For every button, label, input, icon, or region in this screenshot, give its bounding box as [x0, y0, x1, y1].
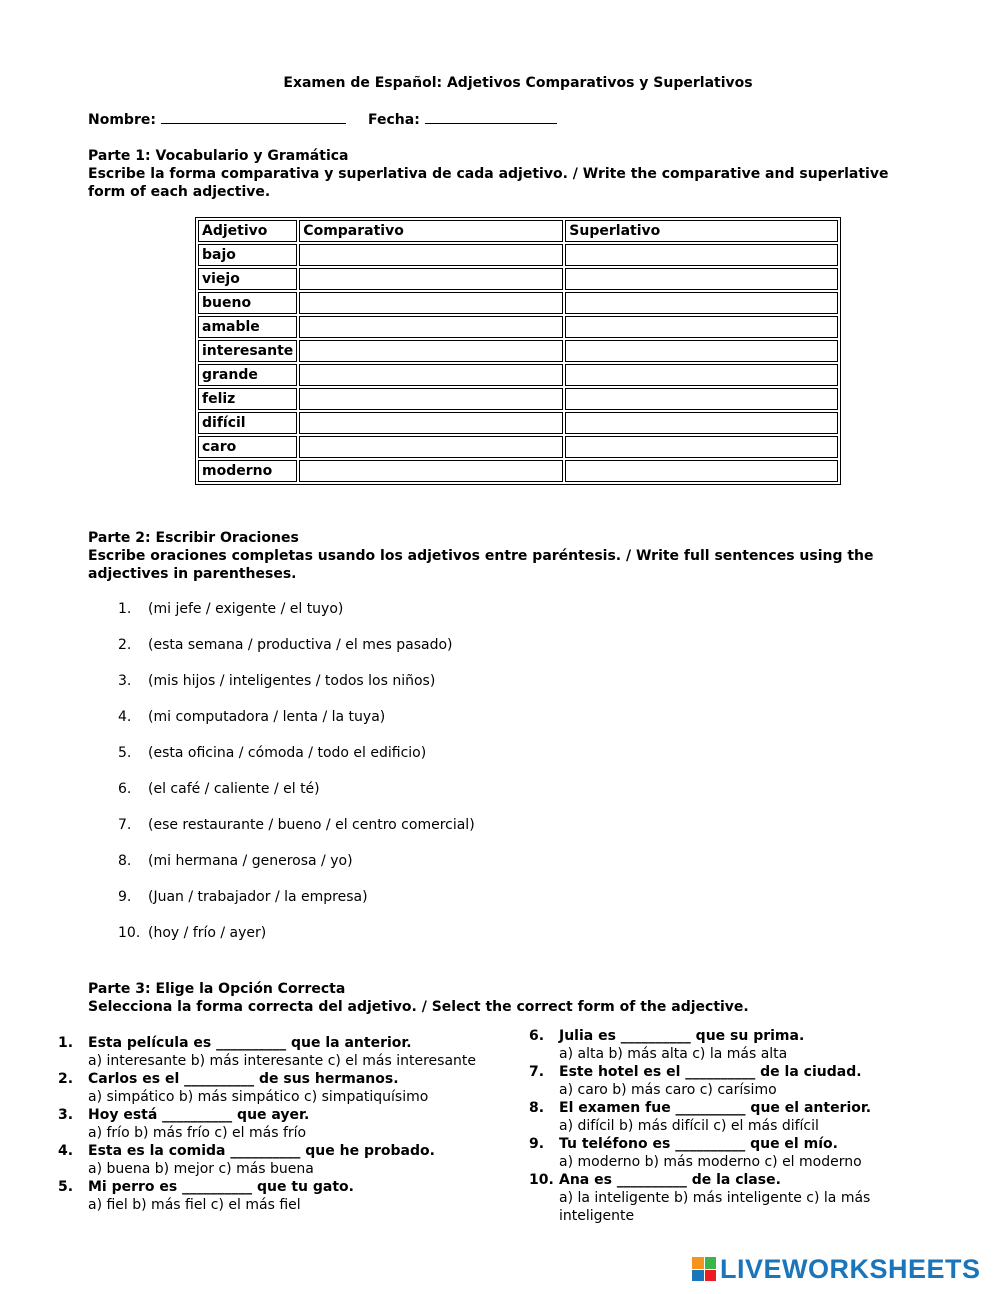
list-item[interactable]: 9. (Juan / trabajador / la empresa) — [118, 889, 368, 905]
adjective-table — [195, 217, 841, 485]
col-header-adjetivo: Adjetivo — [198, 220, 297, 242]
part3-instructions: Selecciona la forma correcta del adjetivo. / Select the correct form of the adjective. — [88, 999, 749, 1015]
part2-instructions: Escribe oraciones completas usando los adjetivos entre paréntesis. / Write full sentences using the adjectives in parentheses. — [88, 548, 874, 582]
list-item[interactable]: 2. (esta semana / productiva / el mes pasado) — [118, 637, 453, 653]
page-title: Examen de Español: Adjetivos Comparativos y Superlativos — [283, 75, 753, 91]
options[interactable]: a) buena b) mejor c) más buena — [88, 1161, 314, 1177]
table-row — [198, 460, 838, 482]
table-row — [198, 316, 838, 338]
superlativo-input[interactable] — [565, 292, 838, 314]
liveworksheets-logo[interactable] — [692, 1254, 981, 1284]
nombre-row — [88, 111, 346, 128]
liveworksheets-logo-icon — [692, 1257, 716, 1281]
table-row — [198, 364, 838, 386]
table-header-row — [198, 220, 838, 242]
list-item[interactable]: 10. (hoy / frío / ayer) — [118, 925, 267, 941]
fecha-input-line[interactable] — [425, 111, 557, 124]
list-item[interactable]: 5. (esta oficina / cómoda / todo el edificio) — [118, 745, 427, 761]
options[interactable]: a) frío b) más frío c) el más frío — [88, 1125, 307, 1141]
col-header-superlativo: Superlativo — [565, 220, 838, 242]
superlativo-input[interactable] — [565, 268, 838, 290]
adjective-cell: moderno — [198, 460, 297, 482]
superlativo-input[interactable] — [565, 244, 838, 266]
superlativo-input[interactable] — [565, 460, 838, 482]
list-item[interactable]: 6. (el café / caliente / el té) — [118, 781, 320, 797]
table-row — [198, 268, 838, 290]
part1-heading: Parte 1: Vocabulario y Gramática — [88, 148, 349, 164]
table-row — [198, 292, 838, 314]
table-row — [198, 412, 838, 434]
nombre-input-line[interactable] — [161, 111, 346, 124]
superlativo-input[interactable] — [565, 436, 838, 458]
options[interactable]: a) la inteligente b) más inteligente c) la más — [559, 1190, 871, 1206]
comparativo-input[interactable] — [299, 364, 563, 386]
options[interactable]: a) difícil b) más difícil c) el más difícil — [559, 1118, 819, 1134]
superlativo-input[interactable] — [565, 364, 838, 386]
adjective-cell: grande — [198, 364, 297, 386]
comparativo-input[interactable] — [299, 268, 563, 290]
comparativo-input[interactable] — [299, 340, 563, 362]
comparativo-input[interactable] — [299, 388, 563, 410]
options[interactable]: a) moderno b) más moderno c) el moderno — [559, 1154, 862, 1170]
superlativo-input[interactable] — [565, 340, 838, 362]
table-row — [198, 244, 838, 266]
list-item[interactable]: 3. (mis hijos / inteligentes / todos los niños) — [118, 673, 436, 689]
comparativo-input[interactable] — [299, 460, 563, 482]
adjective-cell: feliz — [198, 388, 297, 410]
adjective-cell: viejo — [198, 268, 297, 290]
options[interactable]: a) simpático b) más simpático c) simpatiquísimo — [88, 1089, 429, 1105]
adjective-cell: interesante — [198, 340, 297, 362]
part2-heading: Parte 2: Escribir Oraciones — [88, 530, 299, 546]
adjective-cell: caro — [198, 436, 297, 458]
options[interactable]: a) interesante b) más interesante c) el más interesante — [88, 1053, 477, 1069]
comparativo-input[interactable] — [299, 244, 563, 266]
adjective-cell: bueno — [198, 292, 297, 314]
table-row — [198, 436, 838, 458]
superlativo-input[interactable] — [565, 388, 838, 410]
comparativo-input[interactable] — [299, 292, 563, 314]
table-row — [198, 388, 838, 410]
list-item[interactable]: 1. (mi jefe / exigente / el tuyo) — [118, 601, 344, 617]
fecha-label: Fecha: — [368, 112, 420, 128]
col-header-comparativo: Comparativo — [299, 220, 563, 242]
adjective-cell: amable — [198, 316, 297, 338]
part3-heading: Parte 3: Elige la Opción Correcta — [88, 981, 346, 997]
list-item[interactable]: 8. (mi hermana / generosa / yo) — [118, 853, 353, 869]
adjective-cell: bajo — [198, 244, 297, 266]
list-item[interactable]: 7. (ese restaurante / bueno / el centro comercial) — [118, 817, 475, 833]
logo-text: LIVEWORKSHEETS — [720, 1253, 981, 1284]
superlativo-input[interactable] — [565, 316, 838, 338]
comparativo-input[interactable] — [299, 436, 563, 458]
nombre-label: Nombre: — [88, 112, 156, 128]
options[interactable]: a) alta b) más alta c) la más alta — [559, 1046, 788, 1062]
list-item[interactable]: 4. (mi computadora / lenta / la tuya) — [118, 709, 386, 725]
superlativo-input[interactable] — [565, 412, 838, 434]
options[interactable]: a) caro b) más caro c) carísimo — [559, 1082, 777, 1098]
fecha-row — [368, 111, 557, 128]
comparativo-input[interactable] — [299, 316, 563, 338]
options-continued[interactable]: inteligente — [559, 1208, 635, 1224]
adjective-cell: difícil — [198, 412, 297, 434]
comparativo-input[interactable] — [299, 412, 563, 434]
table-row — [198, 340, 838, 362]
part1-instructions: Escribe la forma comparativa y superlativa de cada adjetivo. / Write the comparative and superlative form of each adjective. — [88, 166, 889, 200]
options[interactable]: a) fiel b) más fiel c) el más fiel — [88, 1197, 301, 1213]
